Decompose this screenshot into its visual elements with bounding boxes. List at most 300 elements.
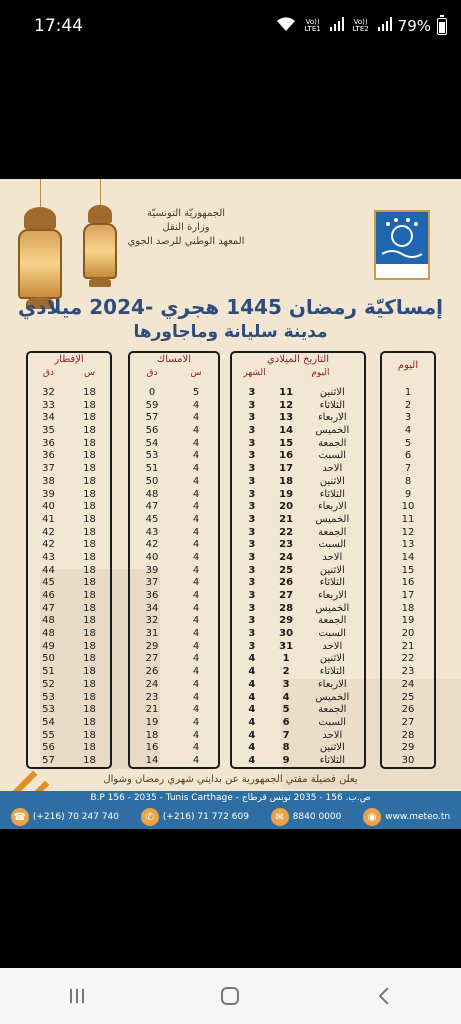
date-month: 3 [248,564,256,576]
table-row [382,628,434,641]
table-row [28,476,110,489]
ramadan-day-number: 7 [404,463,412,475]
weekday: السبت [318,628,347,640]
navigation-bar [0,968,461,1024]
imsak-minute: 50 [145,475,159,487]
weekday: الخميس [315,513,350,525]
table-row [28,590,110,603]
table-row [382,463,434,476]
imsak-minute: 59 [145,399,159,411]
weekday: الاحد [322,729,343,741]
green-line-icon: ✉ [271,808,289,826]
table-row [232,565,364,578]
table-row [232,628,364,641]
table-row [232,641,364,654]
table-row [28,742,110,755]
date-day: 20 [279,501,294,513]
address-ar: ص.ب. 156 - 2035 تونس قرطاج [241,793,371,803]
weekday: الاحد [322,463,343,475]
table-row [28,463,110,476]
table-row [382,653,434,666]
table-row [28,653,110,666]
ramadan-day-number: 23 [401,666,415,678]
imsak-hour: 4 [192,754,200,766]
imsak-minute: 40 [145,551,159,563]
ramadan-day-number: 8 [404,475,412,487]
imsak-minute: 18 [145,729,159,741]
table-row [130,666,218,679]
weekday: الاربعاء [317,590,347,601]
weekday: الثلاثاء [319,666,345,678]
ramadan-day-number: 6 [404,450,412,462]
iftar-hour: 18 [83,387,96,398]
iftar-hour: 18 [83,716,96,728]
fax-number: (+216) 70 247 740 [32,812,120,822]
page-subtitle: مدينة سليانة وماجاورها [133,322,328,342]
table-row [232,704,364,717]
table-row [28,450,110,463]
date-day: 29 [279,615,294,627]
date-day: 24 [279,551,294,563]
date-day: 8 [282,742,290,754]
date-month: 4 [248,704,256,716]
table-row [28,501,110,514]
table-row [130,755,218,768]
table-row [130,527,218,540]
day-number-heading: اليوم [397,360,419,371]
table-row [382,755,434,768]
date-month: 3 [248,450,256,462]
date-day: 9 [282,754,290,766]
iftar-hour: 18 [83,437,96,449]
table-row [130,501,218,514]
iftar-hour: 18 [83,615,96,627]
ramadan-day-number: 10 [401,501,415,513]
iftar-heading: الإفطار [54,354,84,365]
green-number: 8840 0000 [292,812,342,822]
table-row [130,615,218,628]
table-row [232,730,364,743]
table-row [28,603,110,616]
weekday: السبت [318,716,347,728]
iftar-minute: 44 [42,564,55,576]
iftar-hour: 18 [83,513,96,525]
imsak-minute: 16 [145,742,159,754]
iftar-minute: 54 [42,716,55,728]
address-fr: B.P 156 - 2035 - Tunis Carthage - [90,793,239,803]
date-month: 3 [248,387,256,398]
weekday: الاربعاء [317,501,347,513]
ramadan-day-number: 1 [404,387,412,398]
date-month: 3 [248,615,256,627]
battery-icon [437,18,447,35]
date-day: 14 [279,425,294,437]
ramadan-day-number: 25 [401,691,415,703]
iftar-hour: 18 [83,678,96,690]
table-row [382,552,434,565]
weekday: الجمعة [318,615,347,627]
iftar-panel [26,351,112,769]
table-row [130,692,218,705]
date-month: 4 [248,742,256,754]
weekday: الجمعة [318,437,347,449]
iftar-col-hour: س [84,368,95,378]
table-row [232,615,364,628]
weekday: الثلاثاء [319,577,345,589]
table-row [382,425,434,438]
date-day: 22 [279,526,294,538]
imsak-hour: 4 [192,488,200,500]
date-panel [230,351,366,769]
imsakia-poster[interactable] [0,179,461,829]
iftar-hour: 18 [83,653,96,665]
table-row [130,679,218,692]
weekday: السبت [318,539,347,551]
table-row [382,527,434,540]
table-row [232,666,364,679]
table-row [232,755,364,768]
imsak-hour: 4 [192,691,200,703]
table-row [232,450,364,463]
table-row [232,679,364,692]
status-icons [276,16,447,36]
table-row [382,387,434,400]
table-row [382,666,434,679]
date-day: 31 [279,640,294,652]
imsak-hour: 4 [192,666,200,678]
sim2-label: Vo)) LTE2 [352,18,369,33]
table-row [130,717,218,730]
date-columns [232,367,364,379]
table-row [130,590,218,603]
weekday: الاحد [322,551,343,563]
table-row [130,450,218,463]
imsak-hour: 4 [192,425,200,437]
table-row [28,539,110,552]
imsak-hour: 4 [192,526,200,538]
table-row [232,501,364,514]
imsak-minute: 56 [145,425,159,437]
table-row [28,692,110,705]
table-row [382,400,434,413]
ramadan-day-number: 12 [401,526,415,538]
table-row [130,387,218,400]
date-month: 3 [248,425,256,437]
iftar-minute: 53 [42,704,55,716]
table-row [382,476,434,489]
table-row [232,400,364,413]
iftar-minute: 52 [42,678,55,690]
table-row [28,438,110,451]
ramadan-day-number: 13 [401,539,415,551]
table-row [130,539,218,552]
imsak-minute: 32 [145,615,159,627]
iftar-minute: 36 [42,437,55,449]
iftar-minute: 46 [42,590,55,601]
table-row [232,692,364,705]
table-row [130,653,218,666]
table-row [28,577,110,590]
weekday: الثلاثاء [319,488,345,500]
table-row [130,565,218,578]
date-day: 30 [279,628,294,640]
table-row [232,438,364,451]
table-row [28,717,110,730]
table-row [130,514,218,527]
globe-icon: ◉ [363,808,381,826]
iftar-hour: 18 [83,602,96,614]
iftar-minute: 47 [42,602,55,614]
ramadan-day-number: 29 [401,742,415,754]
ramadan-day-number: 2 [404,399,412,411]
imsak-hour: 4 [192,590,200,601]
fax-contact[interactable] [11,808,119,826]
imsak-rows [130,387,218,768]
website-link[interactable] [363,808,450,826]
home-button[interactable] [210,976,250,1016]
iftar-hour: 18 [83,412,96,424]
iftar-hour: 18 [83,399,96,411]
date-month: 3 [248,399,256,411]
weekday: الخميس [315,425,350,437]
table-row [28,679,110,692]
table-row [130,425,218,438]
date-day: 3 [282,678,290,690]
iftar-minute: 39 [42,488,55,500]
date-month: 4 [248,653,256,665]
table-row [382,539,434,552]
ramadan-day-number: 20 [401,628,415,640]
imsak-minute: 26 [145,666,159,678]
table-row [28,514,110,527]
ramadan-day-number: 9 [404,488,412,500]
imsak-hour: 5 [192,387,200,398]
imsak-minute: 39 [145,564,159,576]
iftar-hour: 18 [83,704,96,716]
imsak-hour: 4 [192,602,200,614]
back-button[interactable] [364,976,404,1016]
table-row [382,692,434,705]
day-number-rows [382,387,434,768]
signal1-icon [330,17,344,35]
weekday: الاثنين [319,387,345,398]
iftar-minute: 32 [42,387,55,398]
table-row [130,400,218,413]
iftar-minute: 42 [42,526,55,538]
day-number-panel [380,351,436,769]
table-row [382,730,434,743]
page-title: إمساكيّة رمضان 1445 هجري -2024 ميلادي [17,295,444,319]
ramadan-day-number: 14 [401,551,415,563]
table-row [130,489,218,502]
date-month: 3 [248,551,256,563]
table-row [28,387,110,400]
table-row [382,603,434,616]
table-row [232,387,364,400]
date-day: 13 [279,412,294,424]
imsak-col-minute: دق [146,368,158,378]
date-col-month: الشهر [243,368,266,378]
table-row [382,615,434,628]
iftar-minute: 37 [42,463,55,475]
date-day: 4 [282,691,290,703]
table-row [130,704,218,717]
table-row [130,438,218,451]
imsak-minute: 19 [145,716,159,728]
date-day: 27 [279,590,294,601]
phone-icon: ✆ [141,808,159,826]
date-day: 5 [282,704,290,716]
table-row [28,412,110,425]
imsak-minute: 53 [145,450,159,462]
iftar-minute: 42 [42,539,55,551]
table-row [232,527,364,540]
iftar-minute: 53 [42,691,55,703]
table-row [28,565,110,578]
sim1-label: Vo)) LTE1 [304,18,321,33]
iftar-minute: 41 [42,513,55,525]
date-month: 3 [248,501,256,513]
imsak-col-hour: س [190,368,202,378]
imsak-hour: 4 [192,577,200,589]
date-month: 3 [248,602,256,614]
date-month: 3 [248,640,256,652]
iftar-hour: 18 [83,526,96,538]
table-row [28,666,110,679]
table-row [130,641,218,654]
imsak-hour: 4 [192,513,200,525]
weekday: الثلاثاء [319,399,345,411]
weekday: الثلاثاء [319,754,345,766]
table-row [382,679,434,692]
table-row [382,704,434,717]
date-month: 4 [248,678,256,690]
iftar-minute: 40 [42,501,55,513]
iftar-minute: 35 [42,425,55,437]
date-month: 4 [248,691,256,703]
imsak-hour: 4 [192,539,200,551]
table-row [382,514,434,527]
weekday: الاثنين [319,653,345,665]
table-row [382,412,434,425]
table-row [130,552,218,565]
table-row [232,425,364,438]
table-row [28,489,110,502]
phone-contact[interactable] [141,808,249,826]
iftar-minute: 36 [42,450,55,462]
table-row [28,628,110,641]
date-day: 15 [279,437,294,449]
ramadan-day-number: 21 [401,640,415,652]
iftar-hour: 18 [83,539,96,551]
weekday: الخميس [315,602,350,614]
battery-percent: 79% [397,17,431,35]
ramadan-day-number: 11 [401,513,415,525]
header-line-3: المعهد الوطني للرصد الجوي [127,236,245,247]
weekday: الجمعة [318,526,347,538]
date-month: 4 [248,666,256,678]
weekday: الاربعاء [317,678,347,690]
iftar-minute: 57 [42,754,55,766]
ramadan-day-number: 18 [401,602,415,614]
table-row [232,412,364,425]
date-day: 28 [279,602,294,614]
status-bar [0,0,461,52]
ramadan-day-number: 28 [401,729,415,741]
date-month: 3 [248,577,256,589]
imsak-minute: 23 [145,691,159,703]
table-row [28,425,110,438]
phone-number: (+216) 71 772 609 [162,812,249,822]
date-day: 12 [279,399,294,411]
date-month: 3 [248,437,256,449]
imsak-panel [128,351,220,769]
recent-apps-button[interactable] [57,976,97,1016]
imsak-minute: 34 [145,602,159,614]
imsak-hour: 4 [192,412,200,424]
status-time: 17:44 [34,16,83,36]
table-row [382,590,434,603]
iftar-minute: 51 [42,666,55,678]
date-col-day: اليوم [311,368,330,378]
ramadan-day-number: 27 [401,716,415,728]
iftar-hour: 18 [83,729,96,741]
imsak-minute: 36 [145,590,159,601]
date-month: 4 [248,754,256,766]
contact-bar [0,791,461,829]
weekday: الخميس [315,691,350,703]
address-line [0,793,461,803]
table-row [382,742,434,755]
imsak-minute: 48 [145,488,159,500]
date-month: 4 [248,729,256,741]
iftar-rows [28,387,110,768]
ramadan-day-number: 22 [401,653,415,665]
fax-icon: ☎ [11,808,29,826]
ramadan-day-number: 17 [401,590,415,601]
date-day: 18 [279,475,294,487]
imsak-hour: 4 [192,653,200,665]
imsak-minute: 37 [145,577,159,589]
table-row [382,501,434,514]
ramadan-day-number: 19 [401,615,415,627]
ramadan-day-number: 4 [404,425,412,437]
table-row [130,577,218,590]
table-row [382,489,434,502]
imsak-hour: 4 [192,437,200,449]
ramadan-day-number: 26 [401,704,415,716]
iftar-hour: 18 [83,551,96,563]
weekday: الاثنين [319,564,345,576]
date-month: 3 [248,475,256,487]
green-number-contact[interactable] [271,808,342,826]
imsak-minute: 47 [145,501,159,513]
table-row [382,717,434,730]
iftar-hour: 18 [83,450,96,462]
header-line-1: الجمهوريّة التونسيّة [146,208,226,219]
ramadan-day-number: 30 [401,754,415,766]
table-row [28,704,110,717]
iftar-hour: 18 [83,501,96,513]
lantern-left-icon [14,179,66,314]
imsak-minute: 31 [145,628,159,640]
table-row [28,730,110,743]
iftar-minute: 38 [42,475,55,487]
imsak-minute: 29 [145,640,159,652]
table-row [232,539,364,552]
table-row [28,615,110,628]
table-row [232,653,364,666]
